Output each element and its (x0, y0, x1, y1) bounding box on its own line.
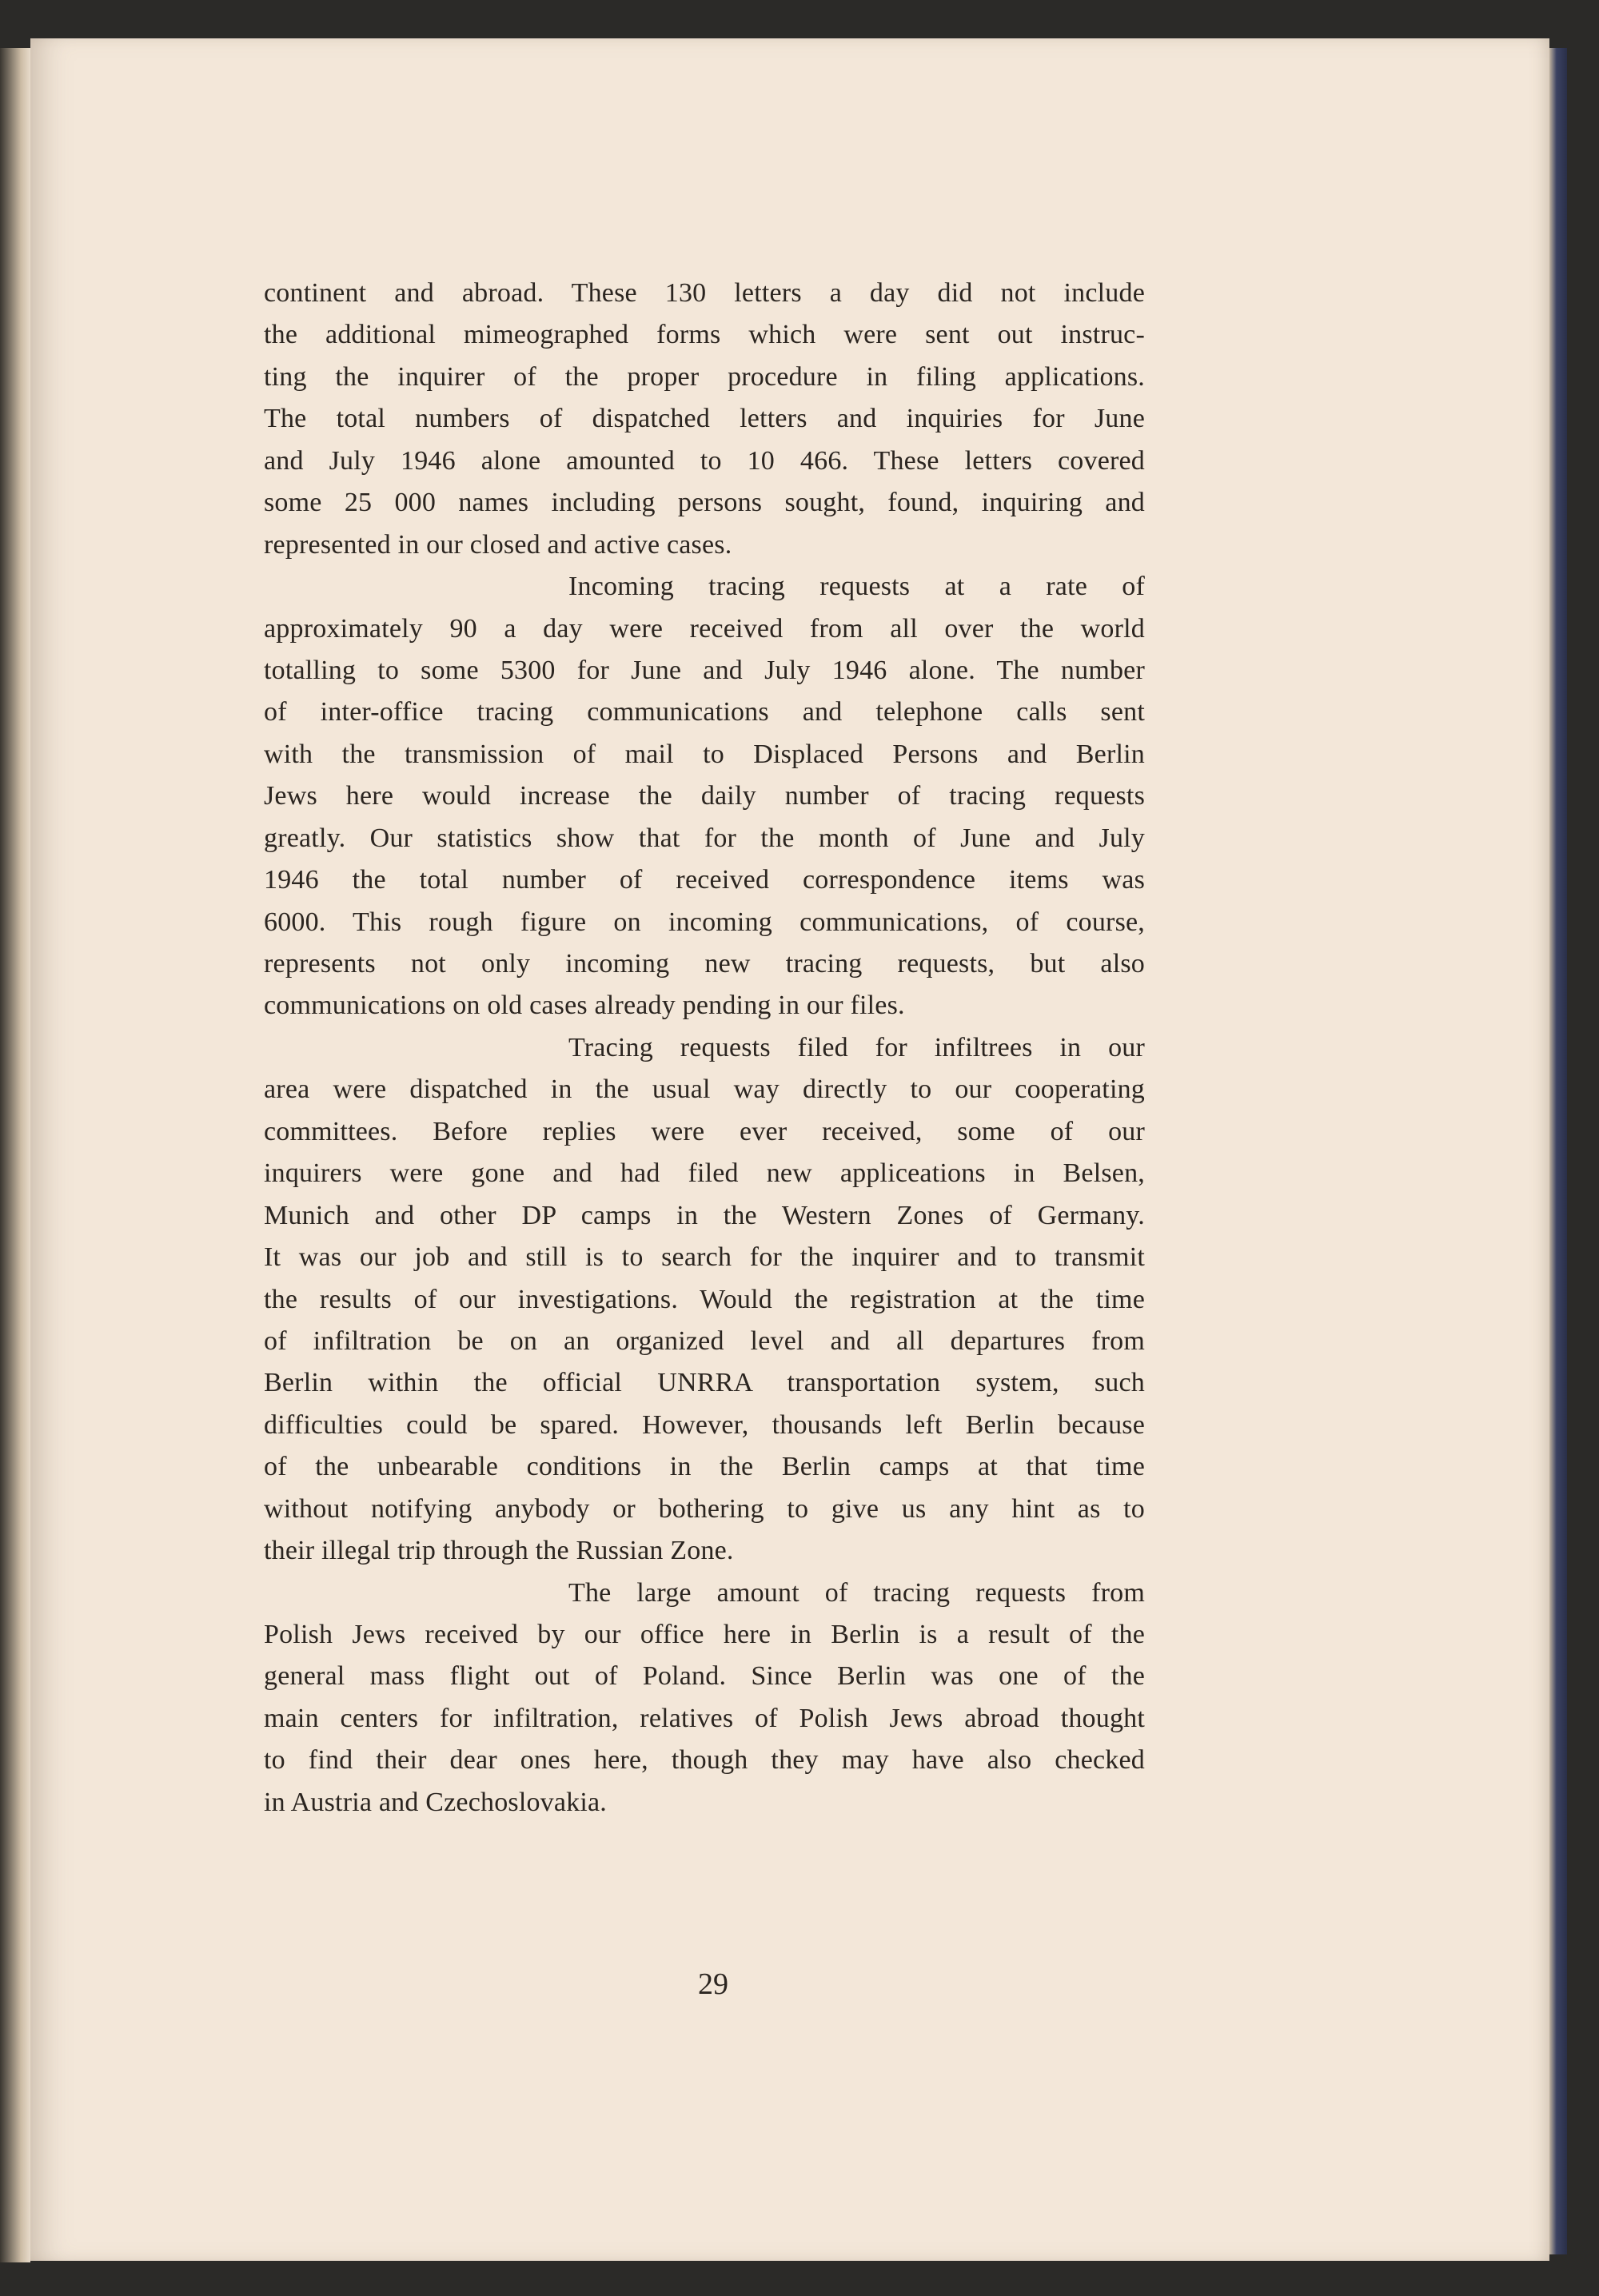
text-line: Jews here would increase the daily number of tracing requests (264, 781, 1145, 811)
page-number: 29 (698, 1967, 728, 2001)
text-line: of inter-office tracing communications and telephone calls sent (264, 697, 1145, 727)
book-cover-edge (1549, 48, 1567, 2254)
text-line: Berlin within the official UNRRA transportation system, such (264, 1368, 1145, 1398)
paragraph (264, 1027, 1145, 1573)
text-line: difficulties could be spared. However, thousands left Berlin because (264, 1409, 1145, 1440)
text-line: committees. Before replies were ever received, some of our (264, 1116, 1145, 1146)
text-line: The large amount of tracing requests from (568, 1577, 1145, 1608)
text-line: with the transmission of mail to Displaced Persons and Berlin (264, 739, 1145, 769)
text-line: some 25 000 names including persons sought, found, inquiring and (264, 488, 1145, 518)
text-line: and July 1946 alone amounted to 10 466. These letters covered (264, 445, 1145, 476)
text-line: to find their dear ones here, though they may have also checked (264, 1745, 1145, 1776)
text-line: continent and abroad. These 130 letters a day did not include (264, 278, 1145, 308)
text-line: inquirers were gone and had filed new appliceations in Belsen, (264, 1158, 1145, 1189)
text-line: the results of our investigations. Would the registration at the time (264, 1284, 1145, 1314)
text-line: their illegal trip through the Russian Zone. (264, 1536, 734, 1566)
text-line: totalling to some 5300 for June and July 1946 alone. The number (264, 655, 1145, 685)
text-line: Munich and other DP camps in the Western Zones of Germany. (264, 1200, 1145, 1230)
body-text (264, 273, 1145, 1824)
text-line: general mass flight out of Poland. Since Berlin was one of the (264, 1661, 1145, 1692)
text-line: the additional mimeographed forms which were sent out instruc- (264, 320, 1145, 350)
text-line: of the unbearable conditions in the Berlin camps at that time (264, 1452, 1145, 1482)
text-line: It was our job and still is to search for the inquirer and to transmit (264, 1242, 1145, 1273)
book-binding-left (0, 48, 30, 2262)
text-line: The total numbers of dispatched letters and inquiries for June (264, 404, 1145, 434)
paragraph (264, 273, 1145, 566)
text-line: communications on old cases already pending in our files. (264, 991, 905, 1021)
text-line: represents not only incoming new tracing requests, but also (264, 949, 1145, 979)
text-line: main centers for infiltration, relatives of Polish Jews abroad thought (264, 1703, 1145, 1733)
text-line: of infiltration be on an organized level and all departures from (264, 1325, 1145, 1356)
text-line: greatly. Our statistics show that for the month of June and July (264, 823, 1145, 853)
text-line: ting the inquirer of the proper procedure in filing applications. (264, 361, 1145, 392)
text-line: Tracing requests filed for infiltrees in our (568, 1032, 1145, 1062)
text-line: in Austria and Czechoslovakia. (264, 1787, 608, 1817)
text-line: approximately 90 a day were received from all over the world (264, 613, 1145, 644)
paragraph (264, 1573, 1145, 1824)
text-line: represented in our closed and active cases. (264, 529, 732, 560)
text-line: 6000. This rough figure on incoming communications, of course, (264, 907, 1145, 937)
paragraph (264, 566, 1145, 1027)
text-line: 1946 the total number of received correspondence items was (264, 865, 1145, 895)
text-line: without notifying anybody or bothering to give us any hint as to (264, 1493, 1145, 1524)
text-line: Incoming tracing requests at a rate of (568, 572, 1145, 602)
text-line: Polish Jews received by our office here in Berlin is a result of the (264, 1620, 1145, 1649)
text-line: area were dispatched in the usual way directly to our cooperating (264, 1074, 1145, 1105)
